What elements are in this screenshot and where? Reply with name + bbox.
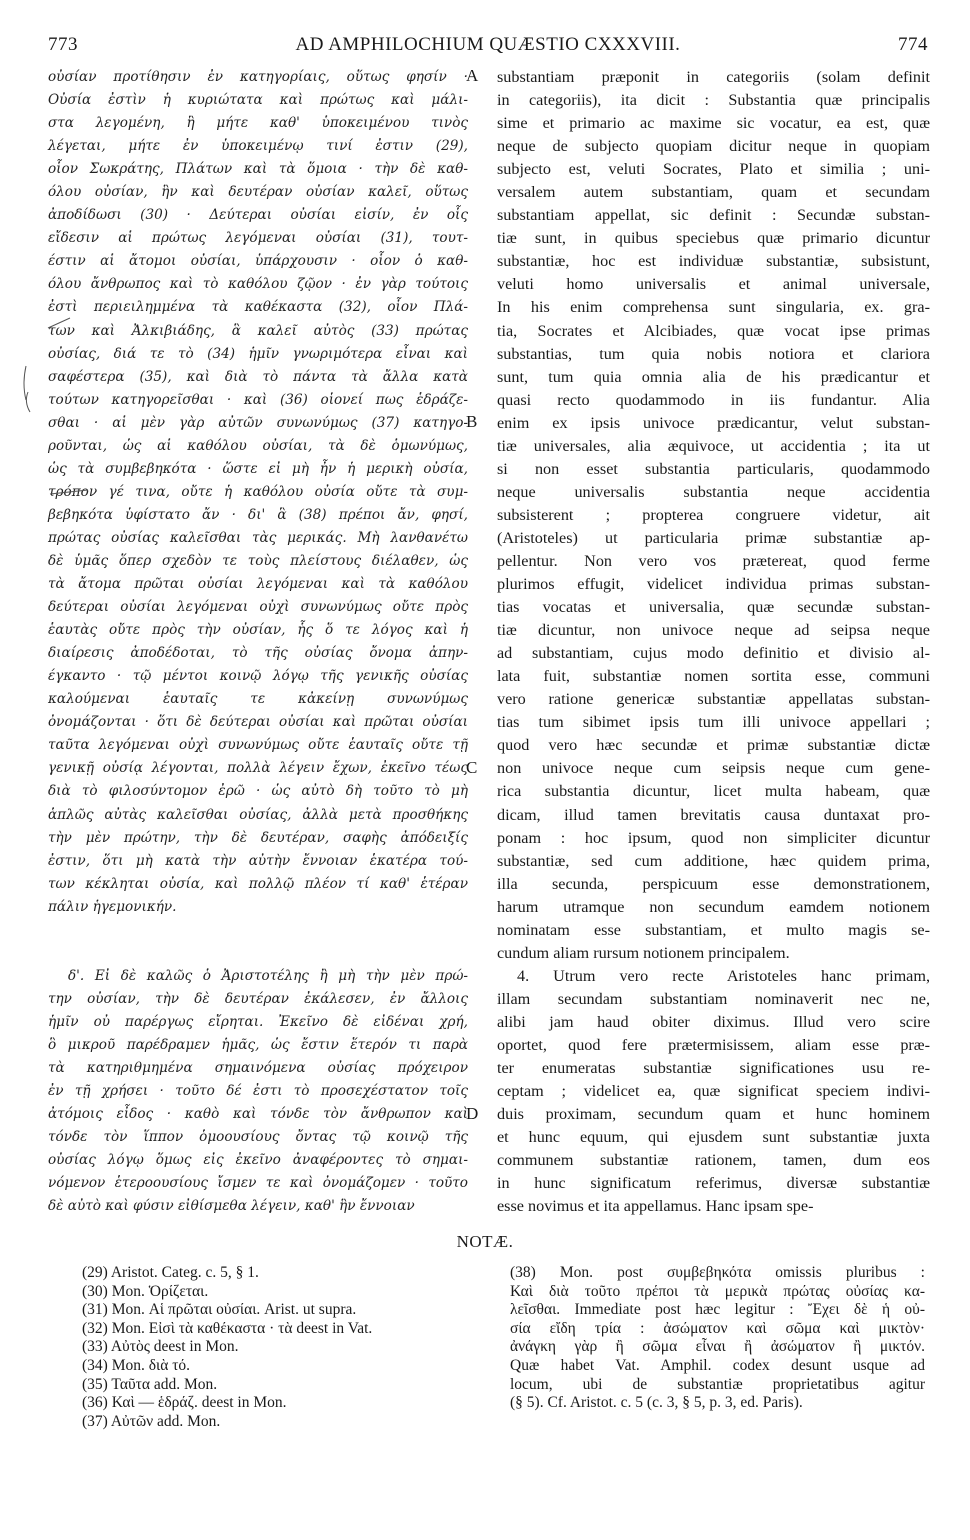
text-line: Οὐσία ἐστὶν ἡ κυριώτατα καὶ πρώτως καὶ μάλι- bbox=[48, 92, 468, 109]
section-marker-c: C bbox=[466, 758, 478, 777]
text-line: εἴδεσιν αἱ πρώτως λεγόμεναι οὐσίαι (31), τουτ- bbox=[48, 230, 468, 247]
text-line: oportet, quod fere prætermisissem, aliam esse præ- bbox=[497, 1035, 930, 1054]
text-line: πρώτας οὐσίας καλεῖσθαι τὰς μερικάς. Μὴ λανθανέτω bbox=[48, 529, 468, 546]
text-line: δὲ ὑμᾶς ὅπερ σχεδὸν τε τοὺς πλείστους διέλαθεν, ὡς bbox=[48, 552, 468, 569]
text-line: si non esset substantia particularis, quodammodo bbox=[497, 459, 930, 478]
text-line: στα λεγομένη, ἣ μήτε καθ' ὑποκειμένου τινὸς bbox=[48, 115, 468, 132]
text-line: δ'. Εἰ δὲ καλῶς ὁ Ἀριστοτέλης ἢ μὴ τὴν μὲν πρώ- bbox=[68, 967, 468, 984]
text-line: ἡμῖν οὐ παρέργως εἴρηται. Ἐκεῖνο δὲ εἰδέναι χρή, bbox=[48, 1013, 468, 1030]
text-line: σθαι · αἱ μὲν γὰρ αὐτῶν συνωνύμως (37) κατηγο- bbox=[48, 414, 468, 431]
text-line: (33) Αὐτὸς deest in Mon. bbox=[82, 1338, 239, 1356]
text-line: τρόπον γέ τινα, οὔτε ἡ καθόλου οὐσία οὔτε τὰ συμ- bbox=[48, 483, 468, 500]
text-line: σία εἴδη τρία : ἀσώματον καὶ σῶμα καὶ μικτὸν· bbox=[510, 1319, 925, 1337]
text-line: την οὐσίαν, τὴν δὲ δευτέραν ἐκάλεσεν, ἐν ἄλλοις bbox=[48, 990, 468, 1007]
text-line: ter enumeratas substantiæ significationes usu re- bbox=[497, 1059, 930, 1078]
text-line: tiæ sunt, in quibus speciebus quæ primario dicuntur bbox=[497, 229, 930, 248]
text-line: cundum aliam rursum notionem principalem. bbox=[497, 943, 790, 962]
text-line: harum utramque non secundum eamdem notionem bbox=[497, 897, 930, 916]
text-line: subjecto est, veluti Socrates, Plato et similia ; uni- bbox=[497, 160, 930, 179]
text-line: tiæ universales, alia æquivoce, ut accidentia ; ita ut bbox=[497, 436, 930, 455]
text-line: ceptam ; videlicet ea, quæ significat speciem indivi- bbox=[497, 1082, 930, 1101]
page-number-right: 774 bbox=[898, 34, 928, 55]
text-line: ἀτόμοις εἶδος · καθὸ καὶ τόνδε τὸν ἄνθρωπον καὶ bbox=[48, 1106, 468, 1123]
text-line: ἀνάγκη γὰρ ἢ σῶμα εἶναι ἢ ἀσώματον ἢ μικτόν. bbox=[510, 1338, 925, 1356]
latin-column bbox=[497, 66, 930, 1218]
text-line: ταῦτα λεγόμεναι οὐχὶ συνωνύμως οὔτε ἑαυταῖς οὔτε τῇ bbox=[48, 737, 468, 754]
text-line: sime et primario ac maxime sic vocatur, ea est, quæ bbox=[497, 114, 930, 133]
text-line: ὀνομάζονται · ὅτι δὲ δεύτεραι οὐσίαι καὶ πρῶται οὐσίαι bbox=[48, 714, 468, 731]
text-line: sunt, tum quia omnia alia de his prædicantur et bbox=[497, 367, 930, 386]
text-line: (36) Καὶ — ἑδράζ. deest in Mon. bbox=[82, 1394, 287, 1412]
text-line: διὰ τὸ φιλοσύντομον ἐρῶ · ὡς αὐτὸ δὴ τοῦτο τὸ μὴ bbox=[48, 783, 468, 800]
text-line: quod vero hæc secundæ et primæ substantiæ dictæ bbox=[497, 736, 930, 755]
text-line: διαίρεσις ἀποδέδοται, τὸ τῆς οὐσίας ὄνομα ἀπην- bbox=[48, 645, 468, 662]
text-line: οἷον Σωκράτης, Πλάτων καὶ τὰ ὅμοια · τὴν δὲ καθ- bbox=[48, 161, 468, 178]
text-line: τούτων κατηγορεῖσθαι · καὶ (36) οἱονεί πως ἑδράζε- bbox=[48, 391, 468, 408]
text-line: Quæ habet Vat. Amphil. codex desunt usque ad bbox=[510, 1356, 925, 1374]
text-line: (32) Mon. Εἰσὶ τὰ καθέκαστα · τὰ deest in Vat. bbox=[82, 1319, 373, 1337]
greek-column bbox=[48, 66, 468, 1218]
text-line: illam secundam substantiam nominaverit nec ne, bbox=[497, 989, 930, 1008]
text-line: locum, ubi de substantiæ proprietatibus agitur bbox=[510, 1375, 925, 1393]
text-line: rica substantia dicuntur, licet multa habeam, quæ bbox=[497, 782, 930, 801]
text-line: των κέκληται οὐσία, καὶ πολλῷ πλέον τί καθ' ἑτέραν bbox=[48, 875, 468, 892]
text-line: δὲ αὐτὸ καὶ φύσιν εἰθίσμεθα λέγειν, καθ' ἣν ἔννοιαν bbox=[48, 1198, 415, 1215]
text-line: in categoriis), ita dicit : Substantia quæ principalis bbox=[497, 91, 930, 110]
text-line: νόμενον ἑτεροουσίους ἴσμεν τε καὶ ὀνομάζομεν · τοῦτο bbox=[48, 1175, 468, 1192]
text-line: οὐσίας, διά τε τὸ (34) ἡμῖν γνωριμότερα εἶναι καὶ bbox=[48, 345, 468, 362]
text-line: plurimos effugit, videlicet individua primas substan- bbox=[497, 575, 930, 594]
text-line: tias tum sibimet ipsis tum illi univoce appellari ; bbox=[497, 713, 930, 732]
footnotes-right bbox=[510, 1264, 925, 1413]
text-line: ὃ μικροῦ παρέδραμεν ἡμᾶς, ὡς ἔστιν ἕτερόν τι παρὰ bbox=[48, 1036, 468, 1053]
text-line: illa secunda, perspicuum esse demonstrationem, bbox=[497, 874, 930, 893]
text-line: neque de subjecto quopiam dicitur neque in quopiam bbox=[497, 137, 930, 156]
text-line: (Aristoteles) ut particularia primæ substantiæ ap- bbox=[497, 528, 930, 547]
text-line: et hunc equum, qui ejusdem sunt substantiæ juxta bbox=[497, 1128, 930, 1147]
page-number-left: 773 bbox=[48, 34, 78, 55]
text-line: ad substantiam, cujus modo definitio et divisio al- bbox=[497, 644, 930, 663]
text-line: όλου ἄνθρωπος καὶ τὸ καθόλου ζῷον · ἐν γὰρ τούτοις bbox=[48, 276, 468, 293]
text-line: substantiam appellat, sic definit : Secundæ substan- bbox=[497, 206, 930, 225]
text-line: πάλιν ἡγεμονικήν. bbox=[48, 898, 177, 915]
text-line: esse novimus et ita appellamus. Hanc ipsam spe- bbox=[497, 1197, 814, 1216]
footnotes-left bbox=[82, 1264, 462, 1431]
text-line: in hunc significatum referimus, diversæ substantiæ bbox=[497, 1174, 930, 1193]
text-line: substantiam præponit in categoriis (solam definit bbox=[497, 68, 930, 86]
text-line: tiæ dicuntur, non univoce neque ad seipsa neque bbox=[497, 621, 930, 640]
text-line: (30) Mon. Ὁρίζεται. bbox=[82, 1282, 209, 1300]
text-line: λεῖσθαι. Immediate post hæc legitur : Ἔχει δὲ ἡ οὐ- bbox=[510, 1301, 925, 1319]
text-line: pellentur. Non vero vos prætereat, quod ferme bbox=[497, 551, 930, 570]
text-line: όλου οὐσίαν, ἣν καὶ δευτέραν οὐσίαν καλεῖ, οὕτως bbox=[48, 184, 468, 201]
text-line: lata fuit, substantiæ nomen sortita esse, communi bbox=[497, 667, 930, 686]
text-line: duis proximam, secundum quam et hunc hominem bbox=[497, 1105, 930, 1124]
text-line: (§ 5). Cf. Aristot. c. 5 (c. 3, § 5, p. 3, ed. Paris). bbox=[510, 1394, 803, 1412]
text-line: neque universalis substantia neque accidentia bbox=[497, 482, 930, 501]
text-line: ἐστὶ περιειλημμένα τὰ καθέκαστα (32), οἷον Πλά- bbox=[48, 299, 468, 316]
paragraph-gap bbox=[48, 919, 468, 965]
text-line: communem substantiæ rationem, tamen, dum eos bbox=[497, 1151, 930, 1170]
text-line: έγκαντο · τῷ μέντοι κοινῷ λόγῳ τῆς γενικῆς οὐσίας bbox=[48, 668, 468, 685]
text-line: (29) Aristot. Categ. c. 5, § 1. bbox=[82, 1264, 259, 1281]
text-line: alibi jam haud obiter diximus. Illud vero scire bbox=[497, 1012, 930, 1031]
text-line: ponam : hoc ipsum, quod non simpliciter dicuntur bbox=[497, 828, 930, 847]
text-line: vero ratione genericæ substantiæ appellatas substan- bbox=[497, 690, 930, 709]
text-line: οὐσίας λόγῳ ὅμως εἰς ἐκεῖνο ἀναφέροντες τὸ σημαι- bbox=[48, 1152, 468, 1169]
text-line: dicam, illud tamen brevitatis causa duntaxat pro- bbox=[497, 805, 930, 824]
text-line: λέγεται, μήτε ἐν ὑποκειμένῳ τινί ἐστιν (29), bbox=[48, 138, 468, 155]
text-line: 4. Utrum vero recte Aristoteles hanc primam, bbox=[517, 966, 930, 985]
text-line: subsisterent ; propterea congruere videtur, ait bbox=[497, 505, 930, 524]
text-line: tia, Socrates et Alcibiades, quæ vocat ipse primas bbox=[497, 321, 930, 340]
text-line: Καὶ διὰ τοῦτο πρέποι τὰ μερικὰ πρώτας οὐσίας κα- bbox=[510, 1282, 925, 1300]
text-line: ἀποδίδωσι (30) · Δεύτεραι οὐσίαι εἰσίν, ἐν οἷς bbox=[48, 207, 468, 224]
text-line: βεβηκότα ὑφίστατο ἄν · δι' ἃ (38) πρέποι ἄν, φησί, bbox=[48, 506, 468, 523]
text-line: τὰ κατηριθμημένα σημαινόμενα οὐσίας πρόχειρον bbox=[48, 1059, 468, 1076]
text-line: (38) Mon. post συμβεβηκότα omissis pluribus : bbox=[510, 1264, 925, 1281]
text-line: nominatam esse substantiam, et multo magis se- bbox=[497, 920, 930, 939]
section-marker-d: D bbox=[466, 1104, 479, 1123]
running-title: AD AMPHILOCHIUM QUÆSTIO CXXXVIII. bbox=[295, 34, 681, 55]
text-line: veluti homo universalis et animal universale, bbox=[497, 275, 930, 294]
text-line: substantiæ, sed cum additione, hæc quidem prima, bbox=[497, 851, 930, 870]
text-line: των καὶ Ἀλκιβιάδης, ἃ καλεῖ αὐτὸς (33) πρώτας bbox=[48, 322, 468, 339]
text-line: enim ex ipsis univoce prædicantur, velut substan- bbox=[497, 413, 930, 432]
text-line: ἐστιν, ὅτι μὴ κατὰ τὴν αὐτὴν ἔννοιαν ἑκατέρα τού- bbox=[48, 852, 468, 869]
text-line: οὐσίαν προτίθησιν ἐν κατηγορίαις, οὕτως φησίν · bbox=[48, 69, 468, 85]
text-line: τὴν μὲν πρώτην, τὴν δὲ δευτέραν, σαφὴς ἀπόδειξίς bbox=[48, 829, 468, 846]
notes-heading: NOTÆ. bbox=[456, 1232, 514, 1251]
text-line: ροῦνται, ὡς αἱ καθόλου οὐσίαι, τὰ δὲ ὁμωνύμως, bbox=[48, 437, 468, 454]
text-line: substantias, tum quia nobis notiora et clariora bbox=[497, 344, 930, 363]
text-line: ἐν τῇ χρήσει · τοῦτο δέ ἐστι τὸ προσεχέστατον τοῖς bbox=[48, 1082, 468, 1099]
text-line: In his enim comprehensa sunt singularia, ex. gra- bbox=[497, 298, 930, 317]
text-line: quasi recto quodammodo in iis fundantur. Alia bbox=[497, 390, 930, 409]
text-line: καλούμεναι ἑαυταῖς τε κἀκείνῃ συνωνύμως bbox=[48, 691, 468, 708]
text-line: ὡς τὰ συμβεβηκότα · ὥστε εἰ μὴ ἦν ἡ μερικὴ οὐσία, bbox=[48, 460, 468, 477]
text-line: substantiæ, hoc est individuæ substantiæ, subsistunt, bbox=[497, 252, 930, 271]
section-marker-a: A bbox=[466, 66, 479, 85]
text-line: δεύτεραι οὐσίαι λεγόμεναι οὐχὶ συνωνύμως οὔτε πρὸς bbox=[48, 599, 468, 616]
text-line: (35) Ταῦτα add. Mon. bbox=[82, 1375, 218, 1393]
page-header bbox=[48, 34, 928, 60]
text-line: (37) Αὐτῶν add. Mon. bbox=[82, 1412, 221, 1430]
text-line: ἁπλῶς αὐτὰς καλεῖσθαι οὐσίας, ἀλλὰ μετὰ προσθήκης bbox=[48, 806, 468, 823]
text-line: σαφέστερα (35), καὶ διὰ τὸ πάντα τὰ ἄλλα κατὰ bbox=[48, 368, 468, 385]
text-line: (34) Mon. διὰ τό. bbox=[82, 1356, 191, 1374]
text-line: τὰ ἄτομα πρῶται οὐσίαι λεγόμεναι καὶ τὰ καθόλου bbox=[48, 576, 468, 593]
text-line: ἑαυτὰς οὔτε πρὸς τὴν οὐσίαν, ἧς ὅ τε λόγος καὶ ἡ bbox=[48, 622, 468, 639]
text-line: non univoce neque cum seipsis neque cum gene- bbox=[497, 759, 930, 778]
text-line: έστιν αἱ ἄτομοι οὐσίαι, ὑπάρχουσιν · οἷον ὁ καθ- bbox=[48, 253, 468, 270]
section-marker-b: B bbox=[466, 412, 478, 431]
text-line: γενικῇ οὐσίᾳ λέγονται, πολλὰ λέγειν ἔχων, ἐκεῖνο τέως bbox=[48, 760, 468, 777]
text-line: versalem autem substantiam, quam et secundam bbox=[497, 183, 930, 202]
text-line: τόνδε τὸν ἵππον ὁμοουσίους ὄντας τῷ κοινῷ τῆς bbox=[48, 1129, 468, 1146]
text-line: (31) Mon. Αἱ πρῶται οὐσίαι. Arist. ut supra. bbox=[82, 1301, 357, 1319]
text-line: tias vocatas et universalia, quæ secundæ substan- bbox=[497, 598, 930, 617]
